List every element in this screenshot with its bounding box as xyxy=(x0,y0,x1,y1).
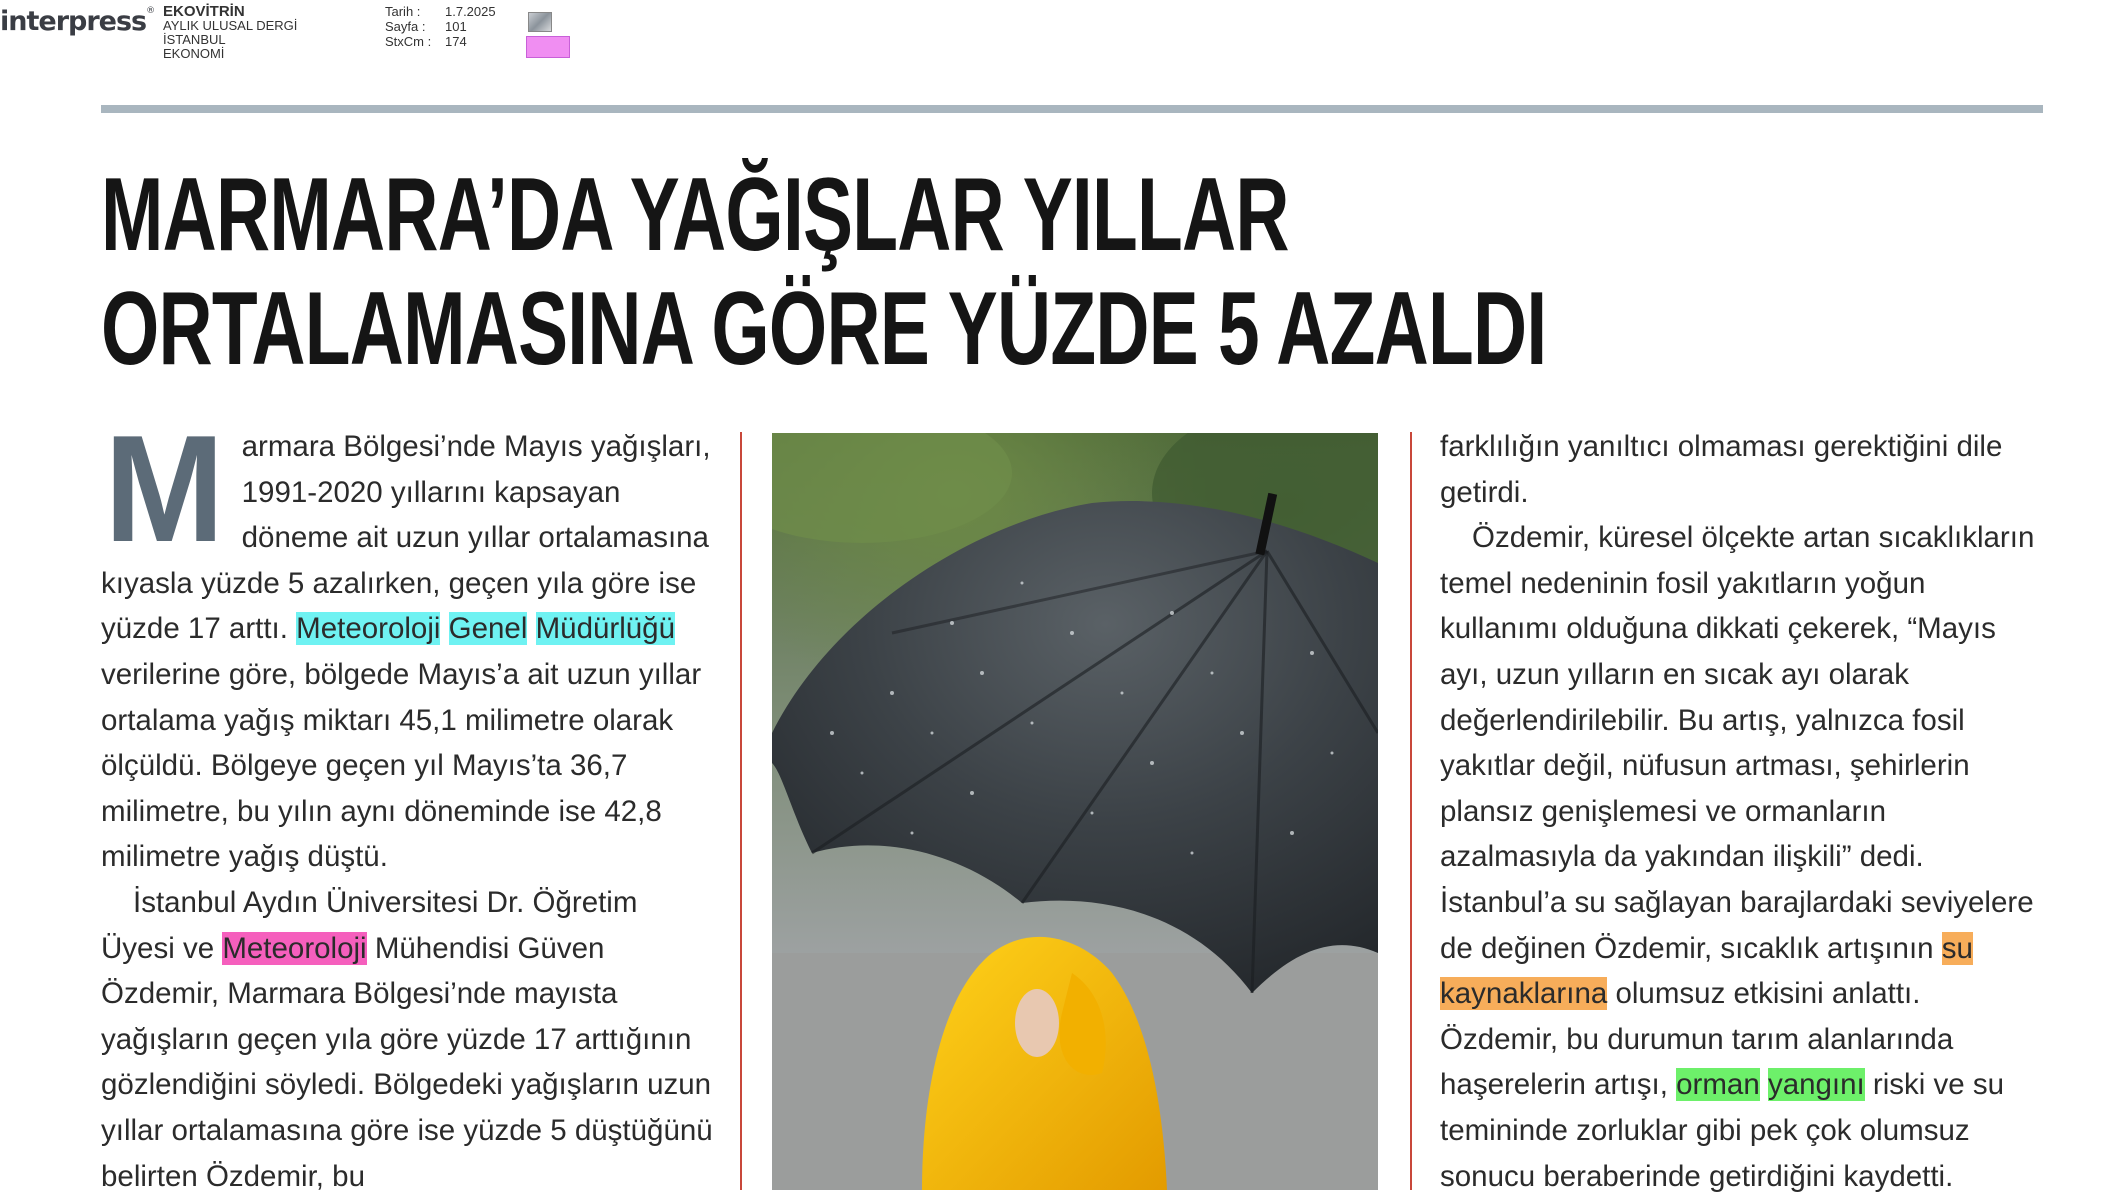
highlight-keyword: kaynaklarına xyxy=(1440,977,1608,1011)
headline xyxy=(101,158,1546,386)
highlight-keyword: Müdürlüğü xyxy=(535,612,675,646)
highlight-keyword: su xyxy=(1941,931,1973,965)
publication-name: EKOVİTRİN xyxy=(163,3,245,20)
umbrella-illustration xyxy=(772,433,1378,1190)
publication-city: İSTANBUL xyxy=(163,32,226,47)
paragraph-2: İstanbul Aydın Üniversitesi Dr. Öğretim Üyesi ve Meteoroloji Mühendisi Güven Özdemir, Marmara Bölgesi’nde mayısta yağışların geçen yıla göre yüzde 17 arttığının gözlendiğini söyledi. Bölgedeki yağışların uzun yıllar ortalamasına göre ise yüzde 5 düştüğünü belirten Özdemir, bu xyxy=(101,885,713,1193)
highlight-keyword: Meteoroloji xyxy=(296,612,441,646)
publication-category: EKONOMİ xyxy=(163,46,225,61)
highlight-keyword: Genel xyxy=(448,612,528,646)
meta-row-page: Sayfa : 101 xyxy=(385,19,467,34)
column-divider-right xyxy=(1410,432,1412,1190)
top-divider xyxy=(101,105,2043,113)
left-column xyxy=(101,404,716,1199)
umbrella-photo xyxy=(772,433,1378,1190)
highlight-keyword: Meteoroloji xyxy=(222,931,367,965)
publication-frequency: AYLIK ULUSAL DERGİ xyxy=(163,18,298,33)
right-column xyxy=(1440,424,2040,1199)
paragraph-1: Marmara Bölgesi’nde Mayıs yağışları, 1991-2020 yıllarını kapsayan döneme ait uzun yıllar ortalamasına kıyasla yüzde 5 azalırken, geçen yıla göre ise yüzde 17 arttı. Meteoroloji Genel Müdürlüğü verilerine göre, bölgede Mayıs’a ait uzun yıllar ortalama yağış miktarı 45,1 milimetre olarak ölçüldü. Bölgeye geçen yıl Mayıs’ta 36,7 milimetre, bu yılın aynı döneminde ise 42,8 milimetre yağış düştü. xyxy=(101,404,711,874)
paragraph-3: farklılığın yanıltıcı olmaması gerektiğini dile getirdi. xyxy=(1440,430,2003,509)
highlight-keyword: yangını xyxy=(1767,1068,1865,1102)
headline-line-2: ORTALAMASINA GÖRE YÜZDE 5 AZALDI xyxy=(101,271,1547,387)
interpress-logo: interpress® xyxy=(0,6,155,37)
meta-row-date: Tarih : 1.7.2025 xyxy=(385,4,496,19)
headline-line-1: MARMARA’DA YAĞIŞLAR YILLAR xyxy=(101,157,1289,273)
clipping-meta xyxy=(385,4,496,49)
publication-info xyxy=(163,5,297,61)
highlight-keyword: orman xyxy=(1676,1068,1760,1102)
page-thumbnail-icon[interactable] xyxy=(528,12,552,32)
meta-row-size: StxCm : 174 xyxy=(385,34,467,49)
column-divider-left xyxy=(740,432,742,1190)
drop-cap: M xyxy=(104,404,225,574)
paragraph-4: Özdemir, küresel ölçekte artan sıcaklıkların temel nedeninin fosil yakıtların yoğun kullanımı olduğuna dikkati çekerek, “Mayıs ayı, uzun yılların en sıcak ayı olarak değerlendirilebilir. Bu artış, yalnızca fosil yakıtlar değil, nüfusun artması, şehirlerin plansız genişlemesi ve ormanların azalmasıyla da yakından ilişkili” dedi. İstanbul’a su sağlayan barajlardaki seviyelere de değinen Özdemir, sıcaklık artışının su kaynaklarına olumsuz etkisini anlattı. Özdemir, bu durumun tarım alanlarında haşerelerin artışı, orman yangını riski ve su temininde zorluklar gibi pek çok olumsuz sonucu beraberinde getirdiğini kaydetti. xyxy=(1440,521,2035,1193)
highlight-marker-icon xyxy=(526,36,570,58)
